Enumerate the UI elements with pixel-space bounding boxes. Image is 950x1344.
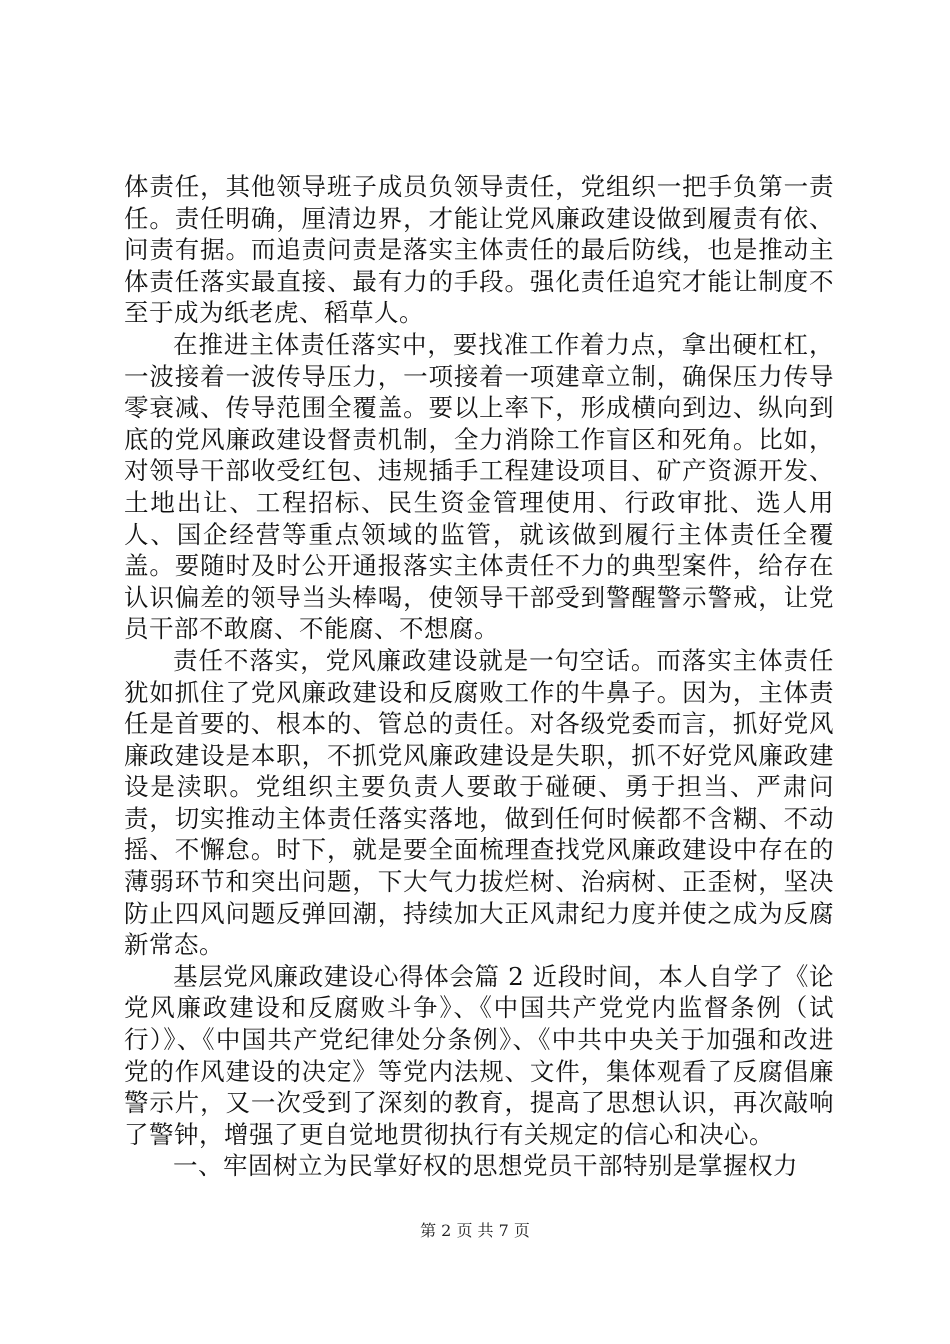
document-body	[124, 171, 834, 1182]
paragraph-1: 体责任，其他领导班子成员负领导责任，党组织一把手负第一责任。责任明确，厘清边界，才能让党风廉政建设做到履责有依、问责有据。而追责问责是落实主体责任的最后防线，也是推动主体责任落实最直接、最有力的手段。强化责任追究才能让制度不至于成为纸老虎、稻草人。	[124, 172, 834, 328]
paragraph-3: 责任不落实，党风廉政建设就是一句空话。而落实主体责任犹如抓住了党风廉政建设和反腐败工作的牛鼻子。因为，主体责任是首要的、根本的、管总的责任。对各级党委而言，抓好党风廉政建设是本职，不抓党风廉政建设是失职，抓不好党风廉政建设是渎职。党组织主要负责人要敢于碰硬、勇于担当、严肃问责，切实推动主体责任落实落地，做到任何时候都不含糊、不动摇、不懈怠。时下，就是要全面梳理查找党风廉政建设中存在的薄弱环节和突出问题，下大气力拔烂树、治病树、正歪树，坚决防止四风问题反弹回潮，持续加大正风肃纪力度并使之成为反腐新常态。	[124, 645, 834, 960]
paragraph-5: 一、牢固树立为民掌好权的思想党员干部特别是掌握权力	[173, 1151, 798, 1181]
paragraph-2: 在推进主体责任落实中，要找准工作着力点，拿出硬杠杠，一波接着一波传导压力，一项接着一项建章立制，确保压力传导零衰减、传导范围全覆盖。要以上率下，形成横向到边、纵向到底的党风廉政建设督责机制，全力消除工作盲区和死角。比如，对领导干部收受红包、违规插手工程建设项目、矿产资源开发、土地出让、工程招标、民生资金管理使用、行政审批、选人用人、国企经营等重点领域的监管，就该做到履行主体责任全覆盖。要随时及时公开通报落实主体责任不力的典型案件，给存在认识偏差的领导当头棒喝，使领导干部受到警醒警示警戒，让党员干部不敢腐、不能腐、不想腐。	[124, 329, 834, 644]
page-footer: 第 2 页 共 7 页	[420, 1221, 530, 1240]
paragraph-4: 基层党风廉政建设心得体会篇 2 近段时间，本人自学了《论党风廉政建设和反腐败斗争》、《中国共产党党内监督条例（试行）》、《中国共产党纪律处分条例》、《中共中央关于加强和改进党的作风建设的决定》等党内法规、文件，集体观看了反腐倡廉警示片，又一次受到了深刻的教育，提高了思想认识，再次敲响了警钟，增强了更自觉地贯彻执行有关规定的信心和决心。	[124, 961, 834, 1149]
